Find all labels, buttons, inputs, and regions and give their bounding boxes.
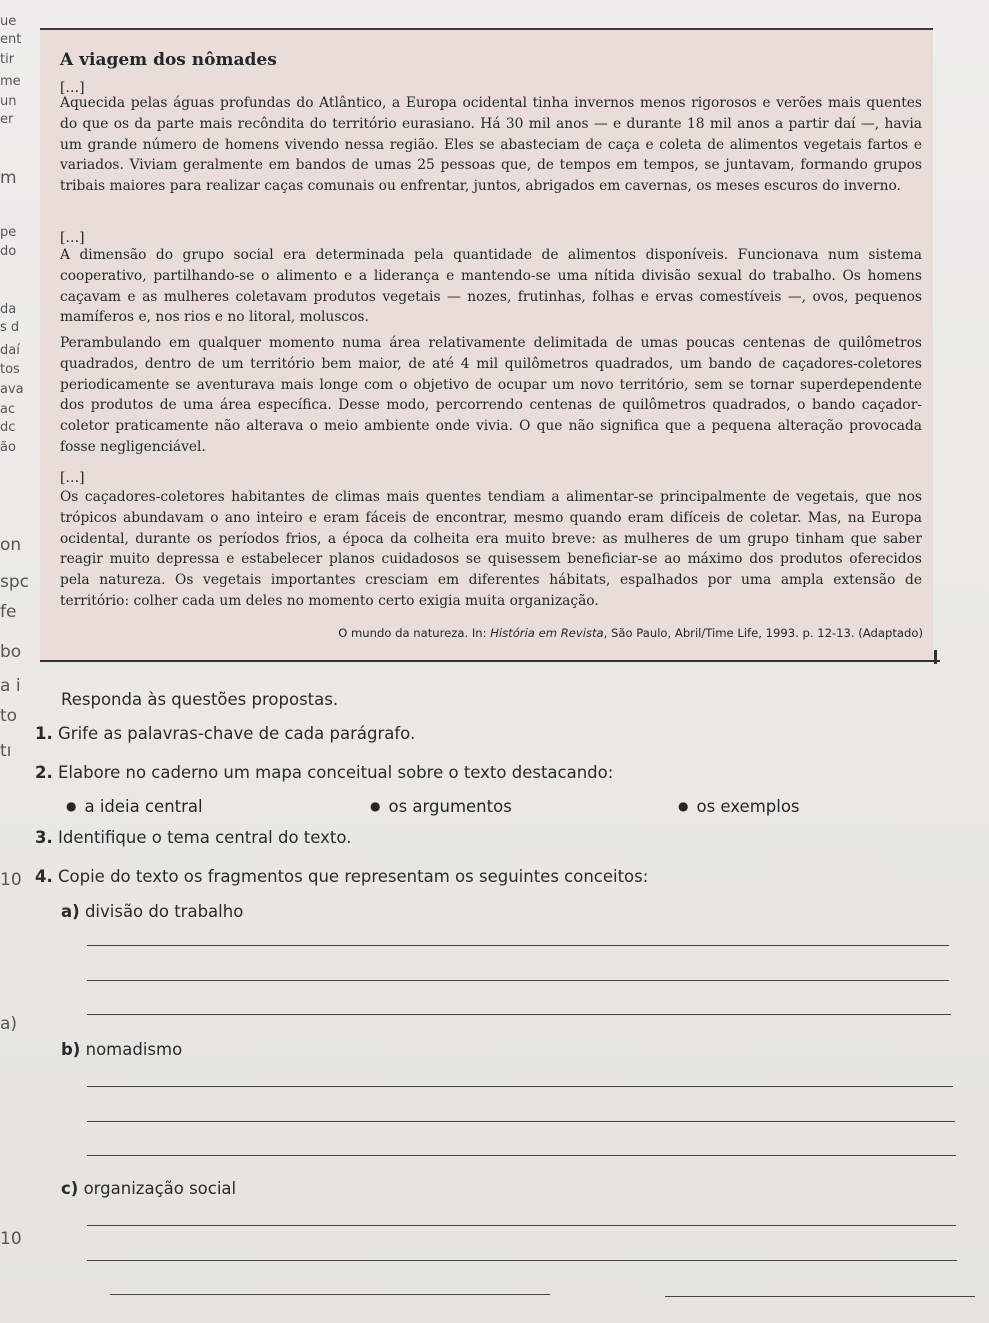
answer-line[interactable] [87, 1086, 953, 1087]
answer-line[interactable] [87, 1260, 957, 1261]
reading-box-divider [40, 660, 940, 662]
margin-fragment: ue [0, 14, 17, 29]
ellipsis: […] [60, 470, 85, 486]
bullet-icon: ● [678, 799, 689, 813]
question-1: 1. Grife as palavras-chave de cada parágrafo. [35, 724, 416, 743]
margin-fragment: bo [0, 642, 22, 662]
answer-line[interactable] [87, 1155, 956, 1156]
source-citation: O mundo da natureza. In: História em Revista, São Paulo, Abril/Time Life, 1993. p. 12-13. (Adaptado) [338, 626, 923, 640]
bullet-icon: ● [370, 799, 381, 813]
margin-fragment: 10 [0, 1229, 22, 1249]
paragraph-1: Aquecida pelas águas profundas do Atlântico, a Europa ocidental tinha invernos menos rigorosos e verões mais quentes do que os da parte mais recôndita do território eurasiano. Há 30 mil anos — e durante 18 mil anos a partir daí —, havia um grande número de homens vivendo nessa região. Eles se abasteciam de caça e coleta de alimentos vegetais fartos e variados. Viviam geralmente em bandos de umas 25 pessoas que, de tempos em tempos, se juntavam, formando grupos tribais maiores para realizar caças comunais ou enfrentar, juntos, abrigados em cavernas, os meses escuros do inverno. [60, 95, 922, 195]
ellipsis: […] [60, 230, 85, 246]
paragraph-3: Perambulando em qualquer momento numa área relativamente delimitada de umas poucas centenas de quilômetros quadrados, dentro de um território bem maior, de até 4 mil quilômetros quadrados, um bando de caçadores-coletores periodicamente se aventurava mais longe com o objetivo de ocupar um novo território, sem se tornar superdependente dos produtos de uma área específica. Desse modo, percorrendo centenas de quilômetros quadrados, o bando caçador-coletor praticamente não alterava o meio ambiente onde vivia. O que não significa que a pequena alteração provocada fosse negligenciável. [60, 335, 922, 455]
margin-fragment: pe [0, 225, 17, 240]
margin-fragment: do [0, 244, 17, 259]
answer-line[interactable] [87, 1225, 956, 1226]
bullet-icon: ● [66, 799, 77, 813]
margin-fragment: tir [0, 52, 15, 67]
margin-fragment: spc [0, 572, 29, 592]
answer-line[interactable] [87, 1121, 955, 1122]
margin-fragment: fe [0, 602, 17, 622]
paragraph-4: Os caçadores-coletores habitantes de climas mais quentes tendiam a alimentar-se principalmente de vegetais, que nos trópicos abundavam o ano inteiro e eram fáceis de encontrar, mesmo quando eram difíceis de coletar. Mas, na Europa ocidental, durante os períodos frios, a época da colheita era muito breve: as mulheres de um grupo tinham que saber reagir muito depressa e estabelecer planos cuidadosos se quisessem beneficiar-se ao máximo dos produtos oferecidos pela natureza. Os vegetais importantes cresciam em diferentes hábitats, espalhados por uma ampla extensão de território: colher cada um deles no momento certo exigia muita organização. [60, 489, 922, 609]
q4-item-b: b) nomadismo [61, 1040, 183, 1059]
answer-line[interactable] [665, 1296, 975, 1297]
margin-fragment: tı [0, 741, 12, 761]
margin-fragment: ão [0, 440, 16, 455]
question-3: 3. Identifique o tema central do texto. [35, 828, 352, 847]
margin-fragment: ac [0, 402, 16, 417]
q2-item-arguments: ● os argumentos [370, 797, 512, 816]
ellipsis: […] [60, 80, 85, 96]
margin-fragment: s d [0, 320, 20, 335]
q4-item-a: a) divisão do trabalho [61, 902, 244, 921]
margin-fragment: ava [0, 382, 24, 397]
question-2: 2. Elabore no caderno um mapa conceitual sobre o texto destacando: [35, 763, 614, 782]
answer-line[interactable] [87, 980, 949, 981]
question-4: 4. Copie do texto os fragmentos que representam os seguintes conceitos: [35, 867, 649, 886]
margin-fragment: dc [0, 420, 16, 435]
margin-fragment: er [0, 112, 14, 127]
margin-fragment: m [0, 168, 17, 188]
q4-item-c: c) organização social [61, 1179, 237, 1198]
margin-fragment: me [0, 74, 21, 89]
margin-fragment: a i [0, 676, 21, 696]
margin-fragment: daí [0, 343, 20, 358]
margin-fragment: tos [0, 362, 20, 377]
margin-fragment: a) [0, 1014, 18, 1034]
margin-fragment: on [0, 535, 22, 555]
q2-item-examples: ● os exemplos [678, 797, 800, 816]
margin-fragment: 10 [0, 870, 22, 890]
answer-line[interactable] [87, 945, 949, 946]
margin-fragment: un [0, 94, 17, 109]
reading-title: A viagem dos nômades [60, 50, 277, 70]
answer-line[interactable] [87, 1014, 951, 1015]
q2-item-central-idea: ● a ideia central [66, 797, 203, 816]
paragraph-2: A dimensão do grupo social era determinada pela quantidade de alimentos disponíveis. Funcionava num sistema cooperativo, partilhando-se o alimento e a liderança e mantendo-se uma nítida divisão sexual do trabalho. Os homens caçavam e as mulheres coletavam produtos vegetais — nozes, frutinhas, folhas e ervas comestíveis —, ovos, pequenos mamíferos e, nos rios e no litoral, moluscos. [60, 247, 922, 326]
answer-line[interactable] [110, 1294, 550, 1295]
margin-fragment: ent [0, 32, 22, 47]
exercise-instruction: Responda às questões propostas. [61, 690, 339, 709]
margin-fragment: to [0, 706, 18, 726]
margin-fragment: da [0, 302, 17, 317]
